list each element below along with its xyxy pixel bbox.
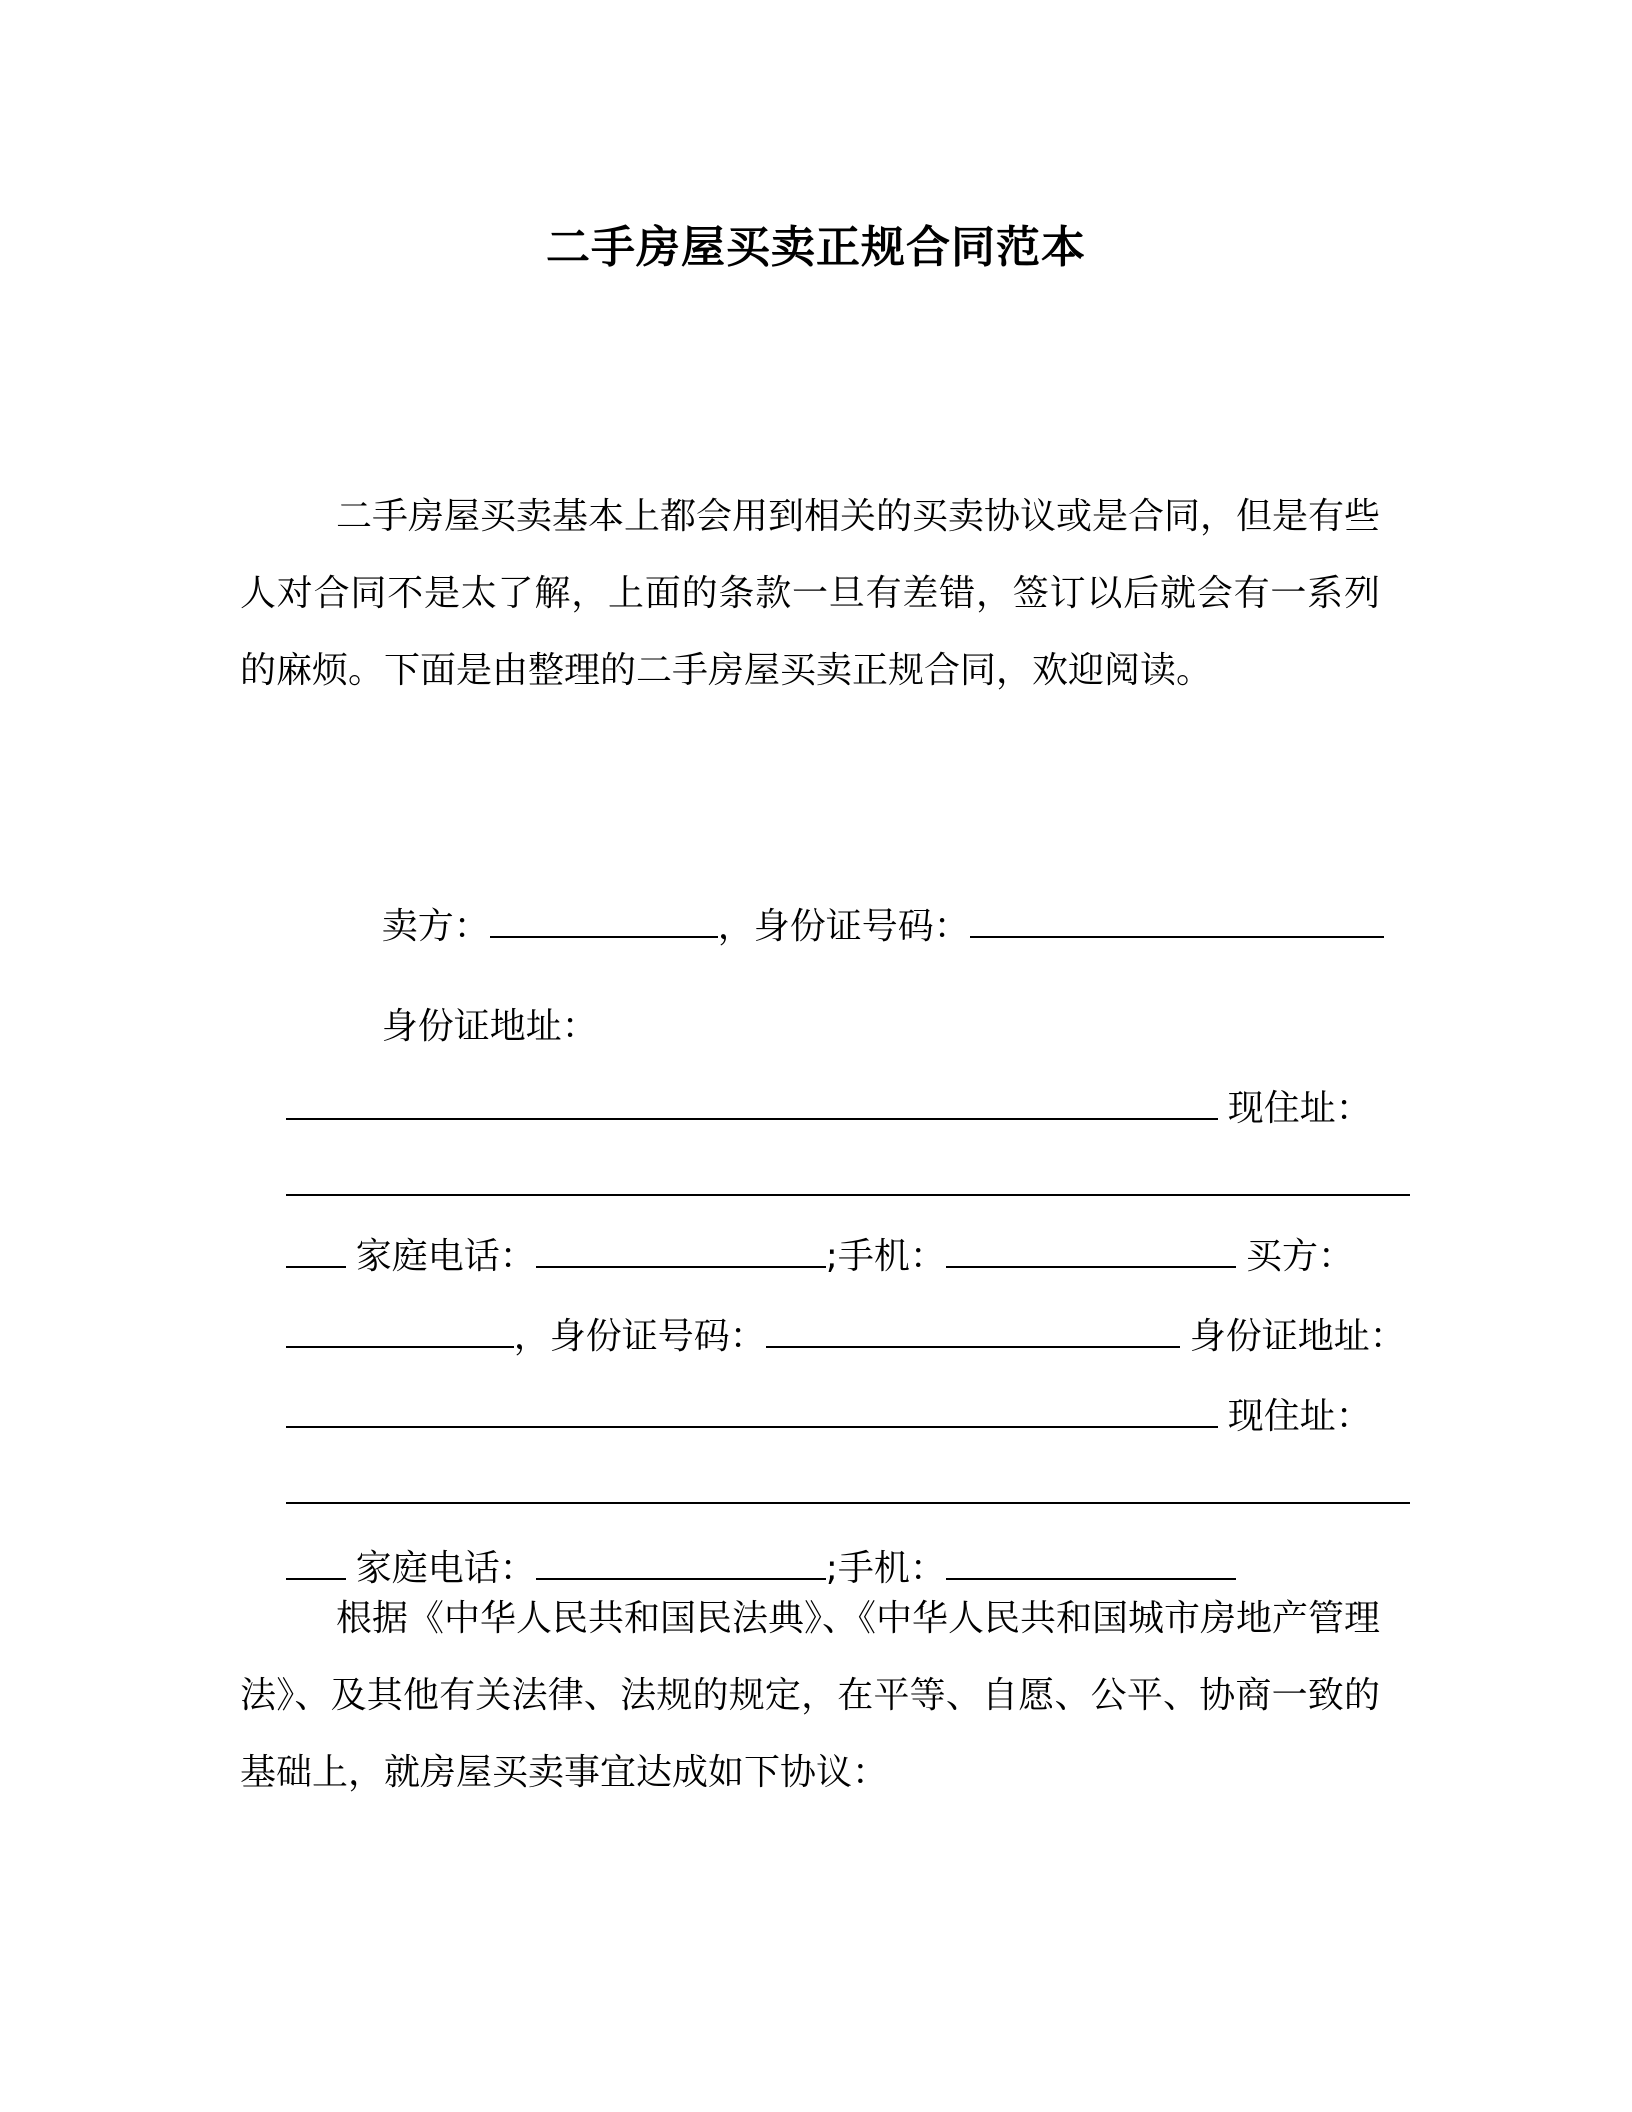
seller-home-phone-label: 家庭电话： [355, 1236, 536, 1277]
seller-id-address-label: 身份证地址： [381, 1006, 598, 1047]
seller-current-address-label: 现住址： [1227, 1088, 1372, 1129]
buyer-mobile-label: ;手机： [825, 1548, 946, 1589]
seller-id-number-label: ，身份证号码： [717, 906, 970, 947]
seller-label: 卖方： [381, 906, 490, 947]
basis-paragraph: 根据《中华人民共和国民法典》、《中华人民共和国城市房地产管理法》、及其他有关法律、法规的规定，在平等、自愿、公平、协商一致的基础上，就房屋买卖事宜达成如下协议： [240, 1598, 1381, 1793]
seller-mobile-label: ;手机： [825, 1236, 946, 1277]
buyer-label: 买方： [1245, 1236, 1354, 1277]
intro-paragraph: 二手房屋买卖基本上都会用到相关的买卖协议或是合同，但是有些人对合同不是太了解，上面的条款一旦有差错，签订以后就会有一系列的麻烦。下面是由整理的二手房屋买卖正规合同，欢迎阅读。 [240, 496, 1381, 691]
buyer-home-phone-blank[interactable] [536, 1546, 826, 1580]
buyer-address-tail-blank[interactable] [286, 1546, 346, 1580]
buyer-current-address-label: 现住址： [1227, 1396, 1372, 1437]
buyer-id-address-label: 身份证地址： [1189, 1316, 1406, 1357]
seller-name-blank[interactable] [490, 904, 718, 938]
buyer-mobile-blank[interactable] [946, 1546, 1236, 1580]
document-title: 二手房屋买卖正规合同范本 [546, 222, 1086, 273]
buyer-home-phone-label: 家庭电话： [355, 1548, 536, 1589]
buyer-id-number-label: ，身份证号码： [513, 1316, 766, 1357]
seller-id-number-blank[interactable] [970, 904, 1384, 938]
